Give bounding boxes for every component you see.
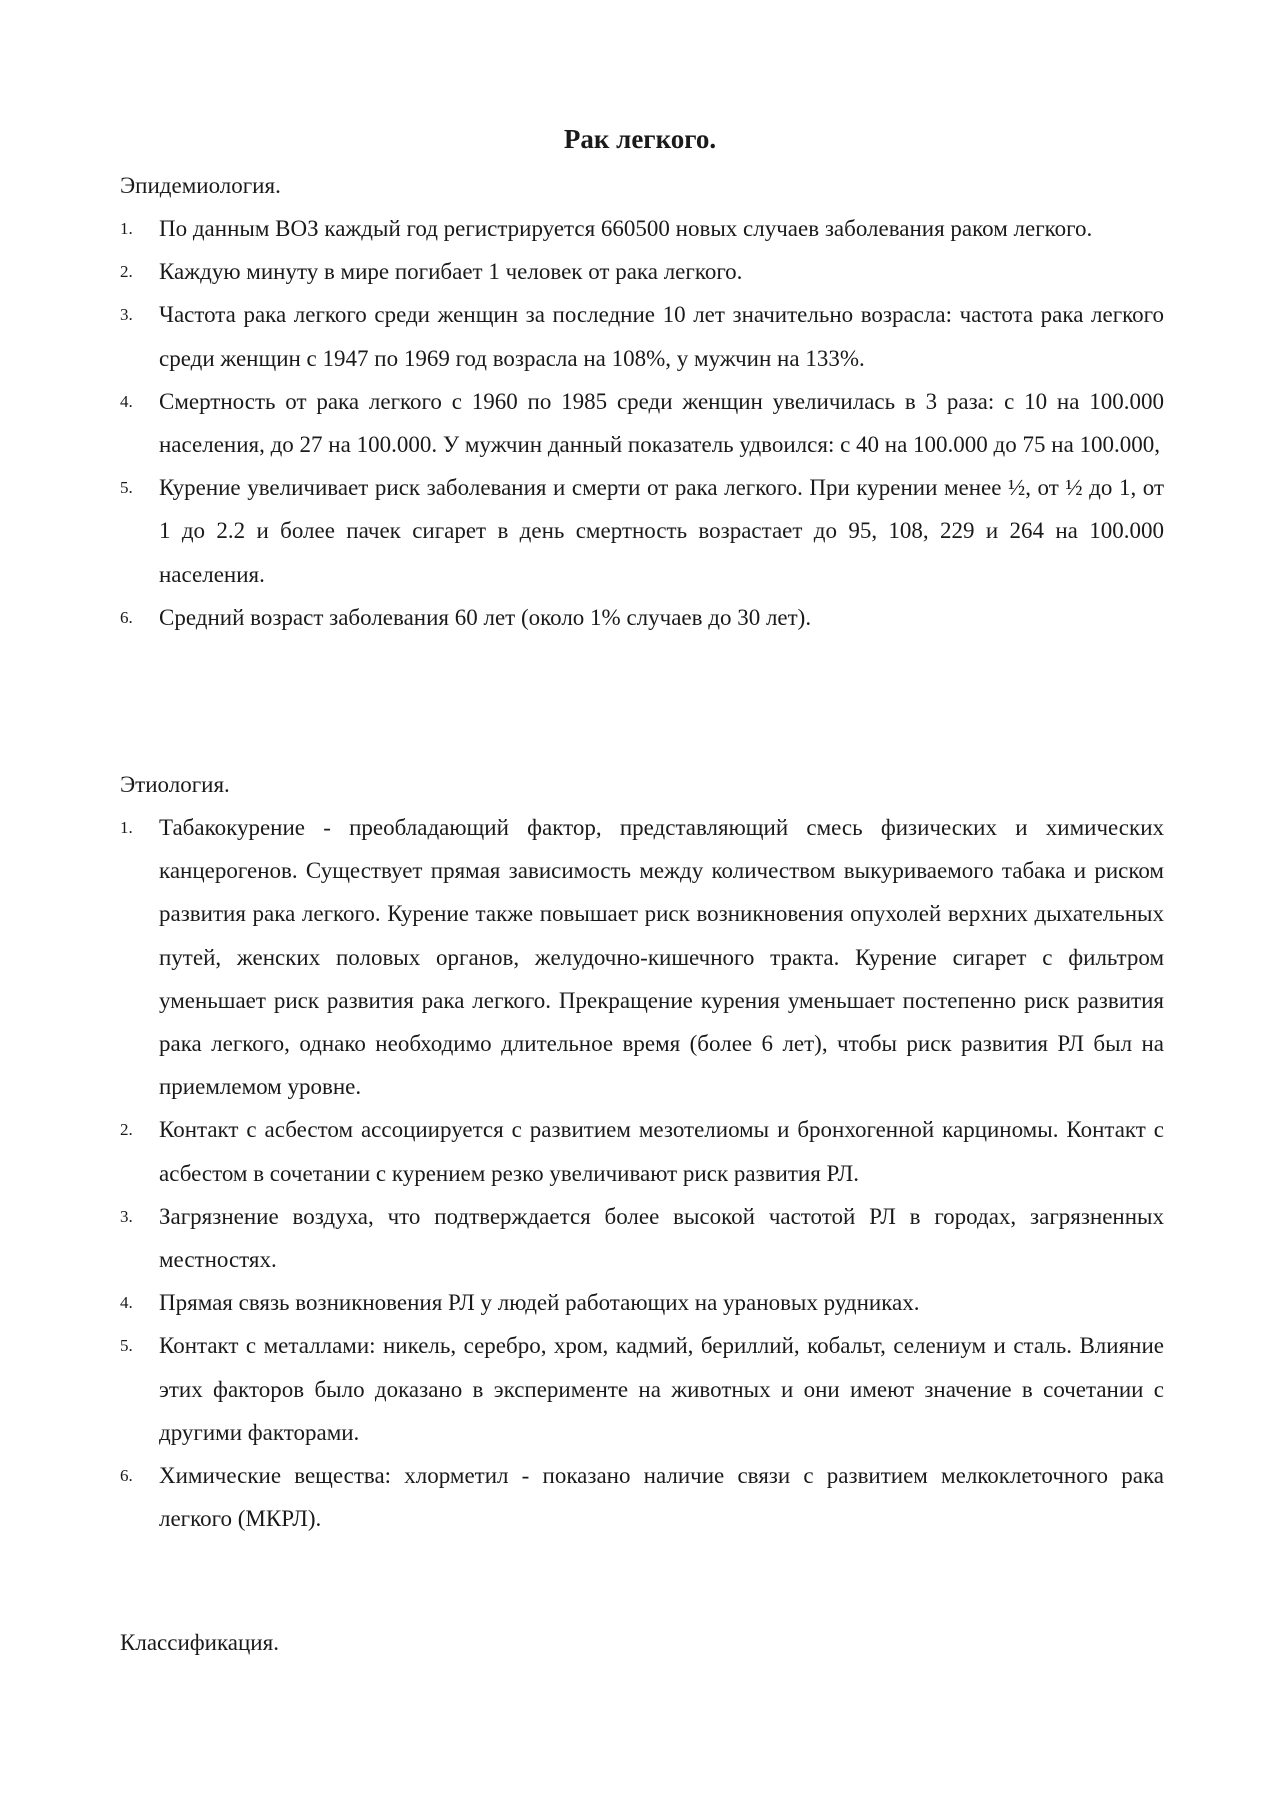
list-item	[120, 250, 1164, 293]
document-title: Рак легкого.	[563, 124, 717, 154]
list-item	[120, 1454, 1164, 1540]
list-item-text: Частота рака легкого среди женщин за последние 10 лет значительно возрасла: частота рака легкого среди женщин с 1947 по 1969 год возрасла на 108%, у мужчин на 133%.	[159, 302, 1164, 371]
list-item	[120, 380, 1164, 466]
list-item-number: 3.	[120, 305, 133, 325]
list-item-text: Прямая связь возникновения РЛ у людей работающих на урановых рудниках.	[159, 1290, 920, 1316]
list-item-number: 1.	[120, 219, 133, 238]
list-item	[120, 806, 1164, 1108]
list-item-number: 4.	[120, 391, 133, 411]
list-item-number: 1.	[120, 818, 133, 837]
list-item	[120, 596, 1164, 639]
list-item	[120, 1108, 1164, 1194]
epidemiology-list	[120, 207, 1164, 639]
list-item-number: 4.	[120, 1293, 133, 1313]
list-item-number: 6.	[120, 607, 133, 627]
list-item	[120, 207, 1164, 250]
list-item-text: Курение увеличивает риск заболевания и смерти от рака легкого. При курении менее ½, от ½ до 1, от 1 до 2.2 и более пачек сигарет в день смертность возрастает до 95, 108, 229 и 264 на 100.000 населения.	[159, 475, 1164, 587]
list-item-number: 5.	[120, 1336, 133, 1356]
list-item-text: Средний возраст заболевания 60 лет (около 1% случаев до 30 лет).	[159, 604, 812, 630]
list-item-text: Каждую минуту в мире погибает 1 человек от рака легкого.	[159, 259, 743, 285]
list-item	[120, 293, 1164, 379]
etiology-list	[120, 806, 1164, 1540]
list-item-number: 2.	[120, 1120, 133, 1140]
list-item-text: Контакт с асбестом ассоциируется с развитием мезотелиомы и бронхогенной карциномы. Контакт с асбестом в сочетании с курением резко увеличивают риск развития РЛ.	[159, 1117, 1164, 1186]
list-item-text: Химические вещества: хлорметил - показано наличие связи с развитием мелкоклеточного рака легкого (МКРЛ).	[159, 1463, 1164, 1532]
section-heading-epidemiology: Эпидемиология.	[120, 173, 281, 198]
list-item	[120, 1281, 1164, 1324]
list-item-text: Табакокурение - преобладающий фактор, представляющий смесь физических и химических канцерогенов. Существует прямая зависимость между количеством выкуриваемого табака и риском развития рака легкого. Курение также повышает риск возникновения опухолей верхних дыхательных путей, женских половых органов, желудочно-кишечного тракта. Курение сигарет с фильтром уменьшает риск развития рака легкого. Прекращение курения уменьшает постепенно риск развития рака легкого, однако необходимо длительное время (более 6 лет), чтобы риск развития РЛ был на приемлемом уровне.	[159, 815, 1164, 1100]
list-item-number: 6.	[120, 1466, 133, 1486]
list-item	[120, 1195, 1164, 1281]
list-item	[120, 466, 1164, 596]
list-item	[120, 1324, 1164, 1454]
list-item-text: Загрязнение воздуха, что подтверждается более высокой частотой РЛ в городах, загрязненных местностях.	[159, 1203, 1164, 1273]
list-item-text: По данным ВОЗ каждый год регистрируется 660500 новых случаев заболевания раком легкого.	[159, 216, 1093, 241]
list-item-text: Контакт с металлами: никель, серебро, хром, кадмий, бериллий, кобальт, селениум и сталь. Влияние этих факторов было доказано в эксперименте на животных и они имеют значение в сочетании с другими факторами.	[159, 1333, 1164, 1445]
section-heading-etiology: Этиология.	[120, 772, 230, 797]
list-item-number: 3.	[120, 1206, 133, 1226]
list-item-number: 2.	[120, 262, 133, 282]
list-item-text: Смертность от рака легкого с 1960 по 1985 среди женщин увеличилась в 3 раза: с 10 на 100.000 населения, до 27 на 100.000. У мужчин данный показатель удвоился: с 40 на 100.000 до 75 на 100.000,	[159, 388, 1164, 458]
list-item-number: 5.	[120, 478, 133, 498]
section-heading-classification: Классификация.	[120, 1630, 279, 1655]
